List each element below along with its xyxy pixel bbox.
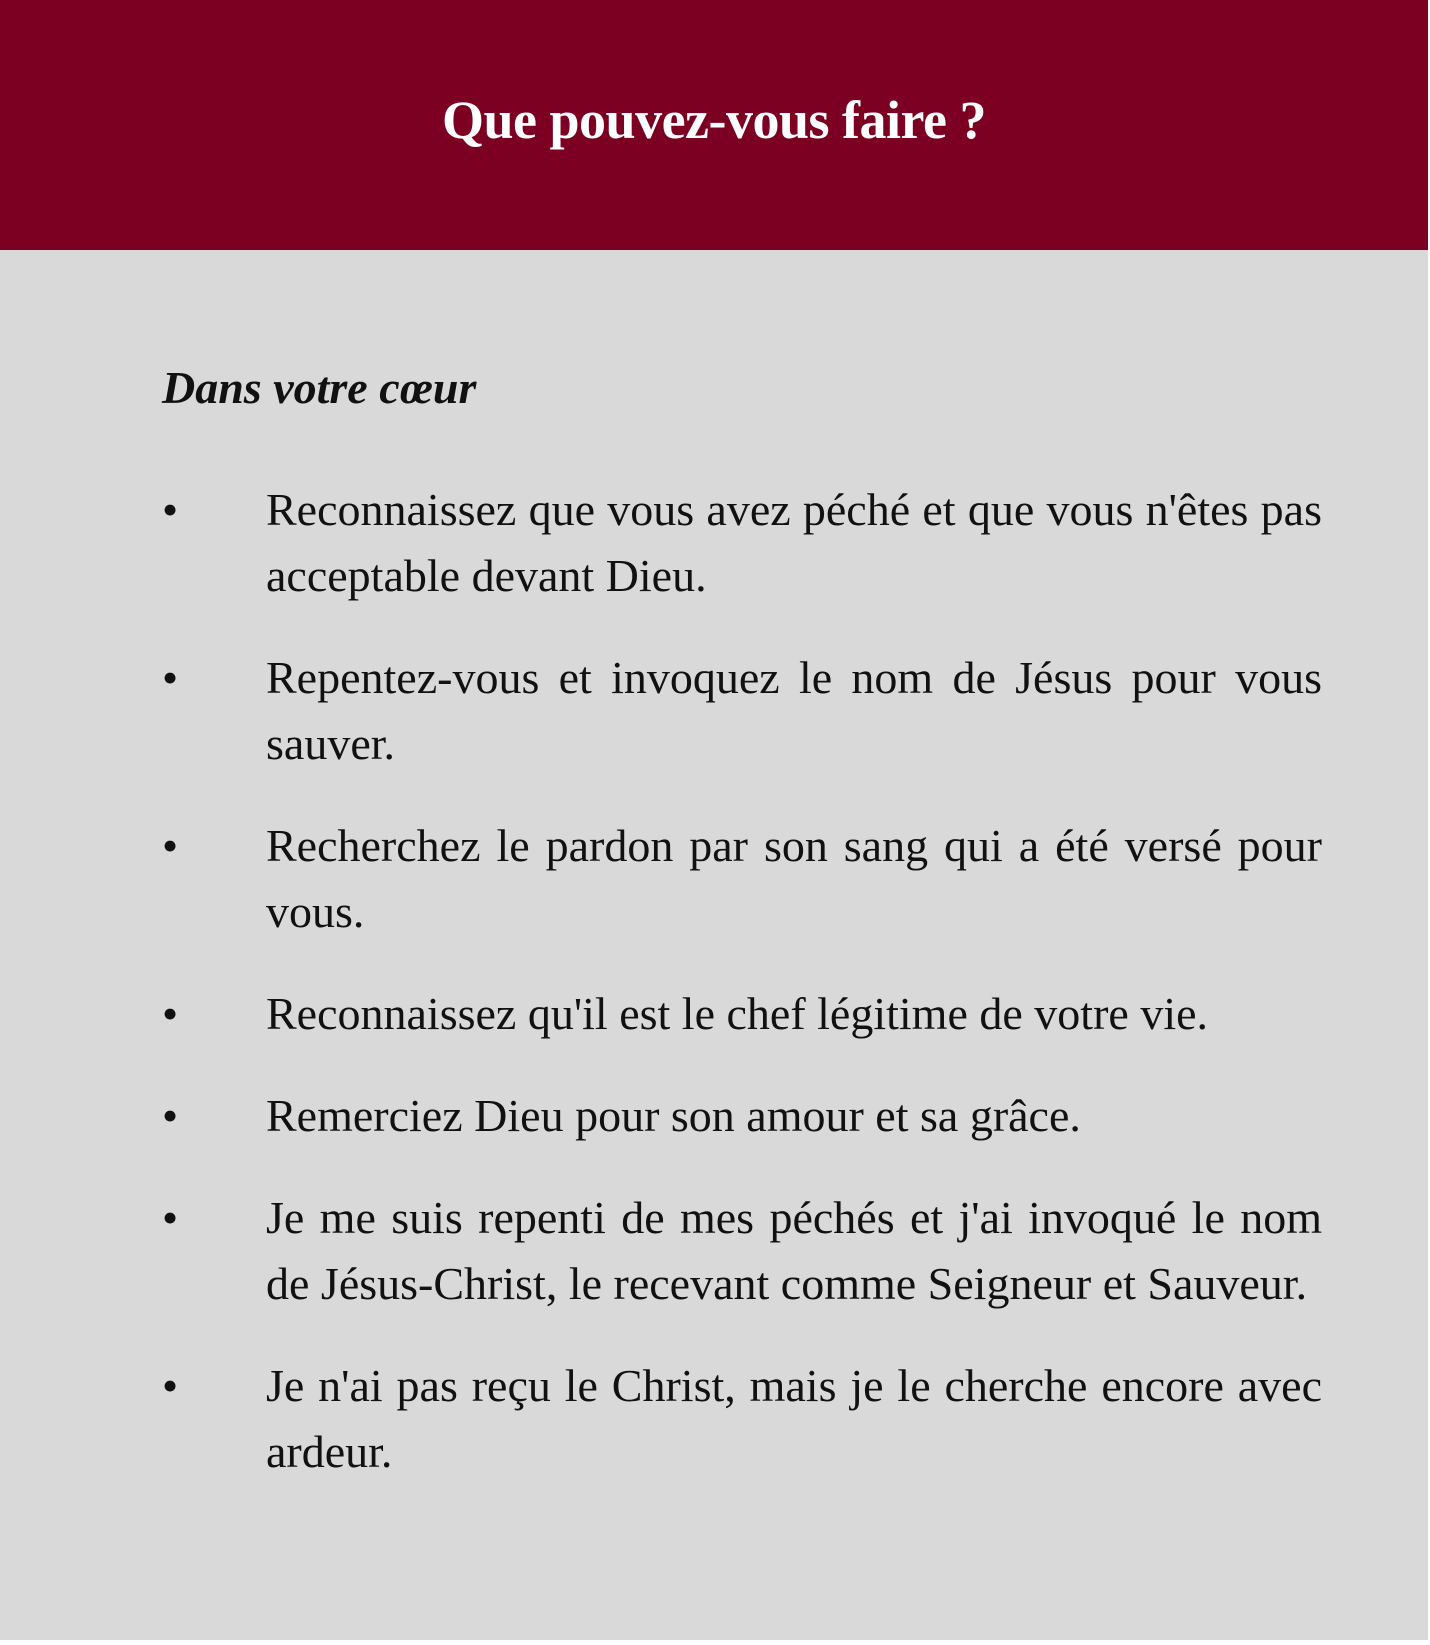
bullet-icon: • — [162, 652, 179, 704]
main-content — [162, 360, 1322, 1521]
list-item — [162, 477, 1322, 609]
list-item-text: Je n'ai pas reçu le Christ, mais je le cherche encore avec ardeur. — [266, 1360, 1322, 1478]
list-item-text: Remerciez Dieu pour son amour et sa grâce. — [266, 1090, 1081, 1142]
list-item — [162, 645, 1322, 777]
bullet-icon: • — [162, 1090, 179, 1142]
bullet-icon: • — [162, 1192, 179, 1244]
section-title: Dans votre cœur — [162, 362, 477, 413]
bullet-list — [162, 477, 1322, 1485]
list-item — [162, 1083, 1322, 1149]
list-item-text: Reconnaissez qu'il est le chef légitime de votre vie. — [266, 988, 1209, 1040]
list-item-text: Je me suis repenti de mes péchés et j'ai invoqué le nom de Jésus-Christ, le recevant comme Seigneur et Sauveur. — [266, 1192, 1322, 1310]
list-item — [162, 981, 1322, 1047]
list-item-text: Recherchez le pardon par son sang qui a été versé pour vous. — [266, 820, 1322, 938]
bullet-icon: • — [162, 484, 179, 536]
list-item-text: Reconnaissez que vous avez péché et que vous n'êtes pas acceptable devant Dieu. — [266, 484, 1322, 602]
list-item — [162, 1185, 1322, 1317]
bullet-icon: • — [162, 988, 179, 1040]
page-title: Que pouvez-vous faire ? — [442, 90, 986, 150]
list-item — [162, 1353, 1322, 1485]
bullet-icon: • — [162, 1360, 179, 1412]
header-banner — [0, 0, 1428, 250]
list-item — [162, 813, 1322, 945]
list-item-text: Repentez-vous et invoquez le nom de Jésus pour vous sauver. — [266, 652, 1322, 770]
bullet-icon: • — [162, 820, 179, 872]
